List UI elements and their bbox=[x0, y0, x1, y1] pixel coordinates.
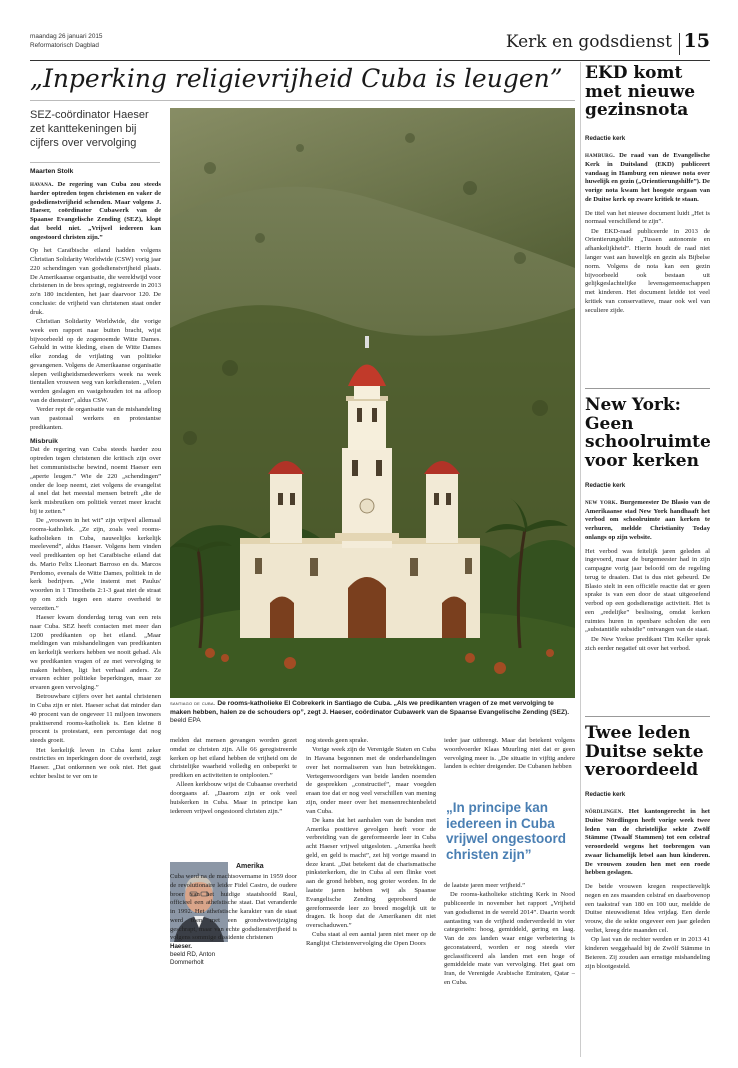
amerika-text bbox=[170, 873, 297, 1063]
paragraph: De rooms-katholieke stichting Kerk in Nood publiceerde in november het rapport „Vrijheid van godsdienst in de wereld 2014”. Daarin wordt aantasting van de vrijheid onderverdeeld in vier categorieën: hoog, gemiddeld, gering en laag. Van de zes landen waar enige verbetering is geconstateerd, worden er nog steeds vier geclassificeerd als landen met een hoge of gemiddelde mate van vervolging. Het gaat om Iran, de Verenigde Arabische Emiraten, Qatar – en Cuba. bbox=[444, 891, 575, 986]
paragraph: Het verbod was feitelijk jaren geleden al ingevoerd, maar de burgemeester had in zijn campagne vorig jaar beloofd om de regeling terug te draaien. Dat is dus niet gebeurd. De Blasio stelt in een officiële reactie dat er geen sprake is van een door de staat uitgeoefend verbod op een godsdienstige activiteit. Het is een „redelijke” beslissing, omdat kerken ruimtes huren in openbare scholen die een „substantiële subsidie” ontvangen van de staat. bbox=[585, 547, 710, 634]
sidebar-article-newyork bbox=[585, 396, 710, 654]
masthead-date: maandag 26 januari 2015 bbox=[30, 33, 103, 40]
sidebar-headline: New York: Geen schoolruimte voor kerken bbox=[585, 395, 711, 472]
paragraph: melden dat mensen gevangen worden gezet omdat ze christen zijn. Alle 66 geregistreerde kerken op het eiland hebben de vrijheid om de christelijke waarheid volledig en onbeperkt te prediken en activiteiten te ontplooien.” bbox=[170, 737, 297, 780]
masthead bbox=[30, 30, 710, 58]
sidebar-headline: EKD komt met nieuwe gezinsnota bbox=[585, 63, 696, 121]
lead-paragraph bbox=[30, 181, 161, 242]
section-heading-misbruik: Misbruik bbox=[30, 438, 58, 446]
sidebar-rule bbox=[585, 716, 710, 717]
sidebar-headline: Twee leden Duitse sekte veroordeeld bbox=[585, 723, 704, 781]
paragraph: de laatste jaren meer vrijheid.” bbox=[444, 882, 526, 889]
paragraph: Haeser kwam donderdag terug van een reis naar Cuba. SEZ heeft contacten met meer dan 1200 predikanten op het eiland. „Maar meldingen van mishandelingen van predikanten en kerkelijk werkers hebben we nooit gehad. Als we predikanten vragen of ze met vervolging te maken hebben, ligt het verhaal anders. Ze ervaren echter politieke beperkingen, maar ze ervaren geen vervolging.” bbox=[30, 614, 161, 692]
column-4-top bbox=[444, 737, 575, 783]
paragraph: Op het Caraïbische eiland hadden volgens Christian Solidarity Worldwide (CSW) vorig jaar 220 schendingen van godsdienstvrijheid plaats. De Amerikaanse organisatie, die wereldwijd voor christenen in de bres springt, registreerde in 2013 zo'n 180 incidenten, het jaar daarvoor 120. De conclusie: de vrijheid van christenen staat onder druk. bbox=[30, 247, 161, 316]
sidebar-lead-text: Het kantongerecht in het Duitse Nördlingen heeft vorige week twee leden van de christelijke sekte Zwölf Stämme (Twaalf Stammen) tot een celstraf veroordeeld wegens het toebrengen van zwaar lichamelijk letsel aan hun kinderen. De vrouwen zouden hen met een roede hebben geslagen. bbox=[585, 808, 710, 877]
sidebar-byline: Redactie kerk bbox=[585, 791, 626, 799]
sidebar-dateline: hamburg. bbox=[585, 152, 615, 160]
col1-paras bbox=[30, 247, 161, 432]
main-headline: „Inperking religievrijheid Cuba is leugen” bbox=[30, 64, 563, 93]
paragraph: Christian Solidarity Worldwide, die vorige week een rapport naar buiten bracht, wijst bijvoorbeeld op de zogenoemde Witte Dames. Gehuld in witte kleding, eisen de Witte Dames elke zondag de vrijlating van politieke gevangenen. Volgens de Amerikaanse organisatie slepen veiligheidsmedewerkers week na week tientallen vrouwen weg van kerkdiensten. „Velen werden geslagen en vastgehouden tot na afloop van de diensten”, aldus CSW. bbox=[30, 317, 161, 404]
sidebar-lead-text: Burgemeester De Blasio van de Amerikaanse stad New York handhaaft het verbod om schoolruimte aan kerken te verhuren, meldde Christianity Today onlangs op zijn website. bbox=[585, 498, 710, 541]
caption-text: De rooms-katholieke El Cobrekerk in Santiago de Cuba. „Als we predikanten vragen of ze met vervolging te maken hebben, halen ze de schouders op”, zegt J. Haeser, coördinator Cubawerk van de Spaanse Evangelische Zending (SEZ). bbox=[170, 700, 570, 716]
sidebar-lead-text: De raad van de Evangelische Kerk in Duitsland (EKD) publiceert vandaag in Hamburg een nieuwe nota over huwelijk en gezin („Orientierungshilfe”). De vorige nota kwam het hoogste orgaan van de Duitse kerk op zware kritiek te staan. bbox=[585, 152, 710, 203]
sidebar-dateline: nördlingen. bbox=[585, 808, 624, 816]
sidebar-lead bbox=[585, 499, 710, 543]
sidebar-body bbox=[585, 152, 710, 316]
column-3 bbox=[306, 737, 436, 1062]
sidebar-body bbox=[585, 499, 710, 654]
sidebar-dateline: new york. bbox=[585, 498, 618, 506]
paragraph: Vorige week zijn de Verenigde Staten en Cuba in Havana begonnen met de onderhandelingen over het normaliseren van hun betrekkingen. Vertegenwoordigers van beide landen noemden de gesprekken „constructief”, maar voegden eraan toe dat er nog veel verschillen van mening zijn, onder meer over het mensenrechtenbeleid van Cuba. bbox=[306, 746, 436, 815]
paragraph: Cuba staat al een aantal jaren niet meer op de Ranglijst Christenvervolging die Open Doors bbox=[306, 931, 436, 948]
portrait-name: Haeser. bbox=[170, 943, 193, 950]
subhead: SEZ-coördinator Haeser zet kanttekeningen bij cijfers over vervolging bbox=[30, 109, 149, 150]
paragraph: De titel van het nieuwe document luidt „Het is normaal verschillend te zijn”. bbox=[585, 209, 710, 226]
church-illustration bbox=[170, 108, 575, 698]
column-4-bottom bbox=[444, 882, 575, 1062]
paragraph: De EKD-raad publiceerde in 2013 de Orientierungshilfe „Tussen autonomie en afhankelijkheid”. Hierin houdt de raad niet langer vast aan huwelijk en gezin als Bijbelse norm. Volgens de nota kan een gezin bijvoorbeeld ook bestaan uit gelijkgeslachtelijke levensgemeenschappen met kinderen. Het document leidde tot veel kritiek van conservatieve, maar ook wel van seculiere zijde. bbox=[585, 227, 710, 314]
sidebar-body bbox=[585, 808, 710, 972]
sidebar-lead bbox=[585, 152, 710, 205]
paragraph: Op last van de rechter werden er in 2013 41 kinderen weggehaald bij de Zwölf Stämme in Beieren. Zij zouden aan ernstige mishandeling zijn blootgesteld. bbox=[585, 936, 710, 970]
sidebar-article-ekd bbox=[585, 64, 710, 316]
paragraph: De beide vrouwen kregen respectievelijk negen en zes maanden celstraf en daarbovenop een taakstraf van 180 en 100 uur, meldde de Duitse nieuwsdienst Idea vrijdag. Een derde vrouw, die de sekte ongeveer een jaar geleden verliet, kreeg drie maanden cel. bbox=[585, 883, 710, 935]
page-number: 15 bbox=[683, 30, 710, 52]
caption-dateline: santiago de cuba. bbox=[170, 701, 216, 707]
sidebar-byline: Redactie kerk bbox=[585, 481, 626, 489]
sidebar-byline: Redactie kerk bbox=[585, 135, 626, 143]
sidebar-article-sekte bbox=[585, 724, 710, 972]
sidebar-divider bbox=[580, 62, 581, 1057]
subhead-rule bbox=[30, 162, 160, 163]
caption-credit: beeld EPA bbox=[170, 717, 201, 725]
paragraph: Verder rept de organisatie van de mishandeling van pastoraal werkers en protestantse predikanten. bbox=[30, 406, 161, 431]
paragraph: De New Yorkse predikant Tim Keller sprak zich eerder negatief uit over het verbod. bbox=[585, 635, 710, 652]
sidebar-lead bbox=[585, 808, 710, 878]
headline-rule bbox=[30, 100, 575, 101]
page-divider bbox=[679, 33, 680, 55]
paragraph: ieder jaar uitbrengt. Maar dat betekent volgens woordvoerder Klaas Muurling niet dat er geen vervolging meer is. „De situatie in vijftig andere landen is echter dreigender. De Cubanen hebben bbox=[444, 737, 575, 771]
column-2 bbox=[170, 737, 297, 857]
masthead-paper: Reformatorisch Dagblad bbox=[30, 42, 99, 49]
sidebar-rule bbox=[585, 388, 710, 389]
amerika-body: Cuba werd na de machtsovername in 1959 door de revolutionaire leider Fidel Castro, de oudere broer van het huidige staatshoofd Raul, officieel een atheïstische staat. Dat veranderde in 1992. Het atheïstische karakter van de staat werd toen met een grondwetswijziging geschrapt, maar van echte godsdienstvrijheid is volgens sommige dissidente christenen bbox=[170, 873, 297, 942]
paragraph: Alleen kerkbouw wijst de Cubaanse overheid doorgaans af. „Daarom zijn er ook veel huiskerken in Cuba. Maar in principe kan iedereen vrijwel ongestoord christen zijn.” bbox=[170, 781, 297, 815]
column-1 bbox=[30, 181, 161, 1061]
lead-text: De regering van Cuba zou steeds harder optreden tegen christenen en vaker de godsdienstvrijheid schenden. Maar volgens J. Haeser, coördinator Cubawerk van de Spaanse Evangelische Zending (SEZ), klopt dat beeld niet. „Vrijwel iedereen kan ongestoord christen zijn.” bbox=[30, 181, 161, 241]
masthead-rule bbox=[30, 60, 710, 61]
photo-caption bbox=[170, 700, 575, 726]
amerika-heading: Amerika bbox=[236, 863, 264, 870]
paragraph: Dat de regering van Cuba steeds harder zou optreden tegen christenen die kritisch zijn over het communistische bewind, noemt Haeser een „aperte leugen.” Wie de 220 „schendingen” onder de loep neemt, ziet volgens de evangelist al snel dat het meestal mensen betreft „die de kerk misbruiken om politiek verzet meer kracht bij te zetten.” bbox=[30, 446, 161, 515]
paragraph: Het kerkelijk leven in Cuba kent zeker restricties en inperkingen door de overheid, zegt Haeser. „Dat ontkennen we ook niet. Het gaat echter beslist te ver om te bbox=[30, 746, 161, 780]
section-title: Kerk en godsdienst bbox=[505, 32, 672, 52]
dateline: havana. bbox=[30, 181, 54, 188]
author: Maarten Stolk bbox=[30, 168, 74, 175]
paragraph: De „vrouwen in het wit” zijn vrijwel allemaal rooms-katholiek. „Ze zijn, zoals veel rooms-katholieken in Cuba, nauwelijks kerkelijk meelevend”, aldus Haeser. Volgens hem vinden veel predikanten op het Caraïbische eiland dat ds. Mario Felix Lleonart Barroso en ds. Marcos Perdomo, evenals de Witte Dames, politiek in de kerk bedrijven. „Wie instemt met Paulus' woorden in 1 Timotheüs 2:1-3 gaat niet de straat op om zich tegen een starre overheid te verzetten.” bbox=[30, 517, 161, 612]
paragraph: De kans dat het aanhalen van de banden met Amerika positieve gevolgen heeft voor de verbreiding van de gereformeerde leer in Cuba acht Haeser vrijwel uitgesloten. „Amerika heeft geld, en geld is macht”, zei hij vorige maand in deze krant. „Dat betekent dat de charismatische pinksterkerken, die in Cuba al een flinke voet aan de grond hebben, nog groter worden. In de laatste jaren hebben wij als Spaanse Evangelische Zending geprobeerd de gereformeerde leer zo breed mogelijk uit te dragen. Ik hoop dat de Amerikanen dit niet overschaduwen.” bbox=[306, 816, 436, 930]
amerika-paragraph bbox=[170, 873, 297, 943]
paragraph: nog steeds geen sprake. bbox=[306, 737, 369, 744]
portrait-credit: beeld RD, Anton Dommerholt bbox=[170, 951, 216, 967]
paragraph: Betrouwbare cijfers over het aantal christenen in Cuba zijn er niet. Haeser schat dat minder dan 40 procent van de ongeveer 11 miljoen inwoners praktiserend rooms-katholiek is. Een kleine 8 procent is protestant, een percentage dat nog steeds groeit. bbox=[30, 693, 161, 745]
photo-church bbox=[170, 108, 575, 698]
pullquote: „In principe kan iedereen in Cuba vrijwel ongestoord christen zijn” bbox=[446, 800, 567, 862]
